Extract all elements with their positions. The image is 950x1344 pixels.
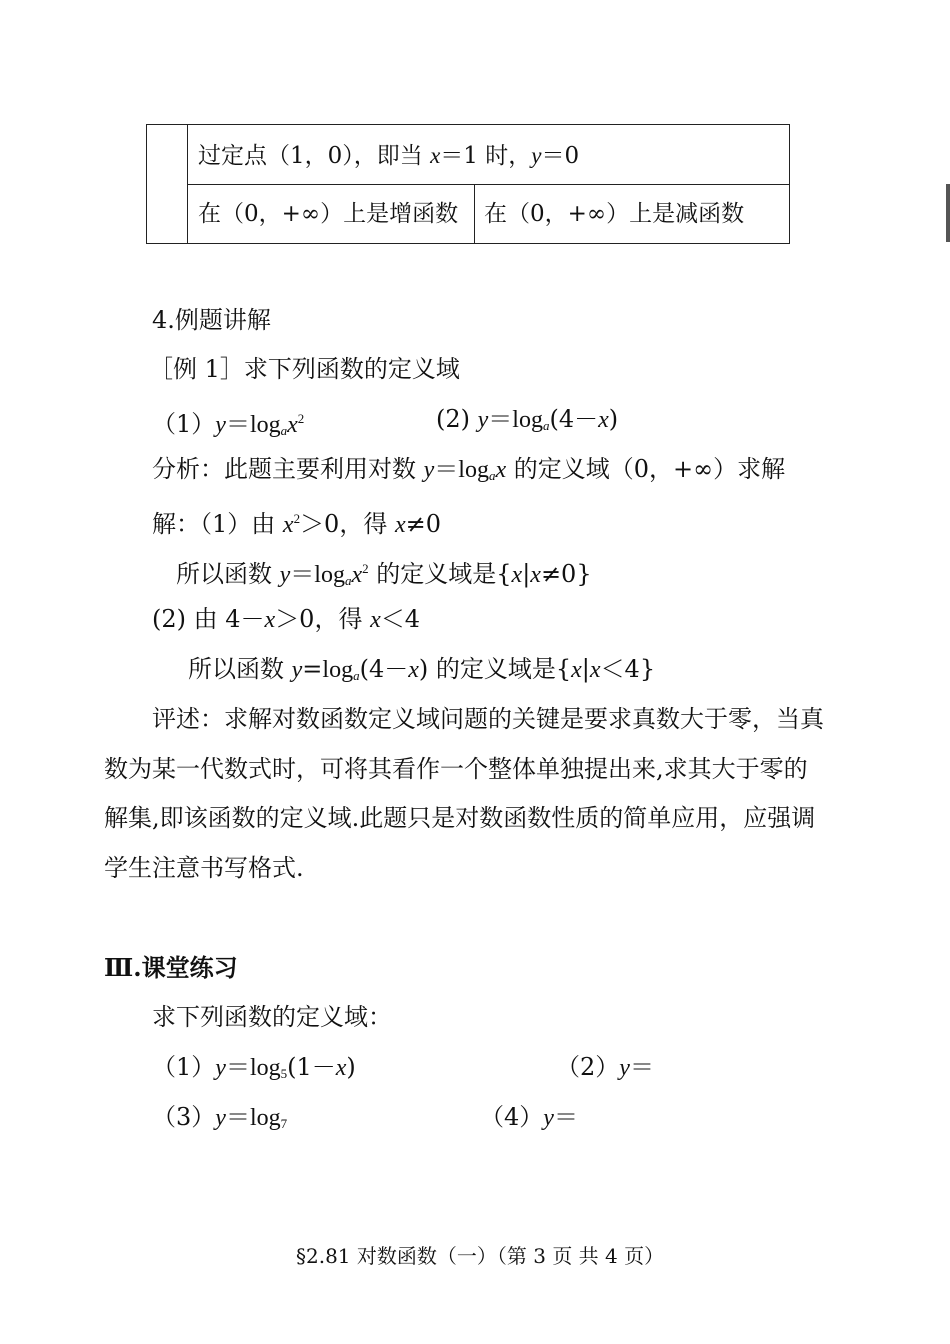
- section-title: 4.例题讲解: [152, 306, 271, 334]
- comment-line-4: 学生注意书写格式.: [104, 854, 304, 882]
- solution-2-result: 所以函数 $y=\log_a(4-x)$ 的定义域是{x|x＜4}: [188, 655, 656, 683]
- page-edge-mark: [946, 184, 950, 242]
- practice-item-2: （2）y＝: [556, 1053, 654, 1081]
- comment-line-1: 评述：求解对数函数定义域问题的关键是要求真数大于零，当真: [152, 705, 824, 733]
- table-cell-increasing: 在（0，+∞）上是增函数: [198, 201, 459, 227]
- example-problem-1: $(1)y=\log_ax^2$: [152, 410, 305, 438]
- table-divider-row: [187, 184, 790, 185]
- practice-heading: Ⅲ.课堂练习: [104, 953, 238, 982]
- practice-item-1: $(1)y=\log_5(1-x)$: [152, 1053, 356, 1081]
- comment-line-3: 解集,即该函数的定义域.此题只是对数函数性质的简单应用，应强调: [104, 804, 816, 832]
- example-problem-2: (2) $y=\log_a(4-x)$: [436, 405, 619, 433]
- solution-2: (2) 由 4－x＞0，得 x＜4: [152, 605, 421, 633]
- table-divider-mid: [474, 184, 475, 244]
- practice-item-4: （4）y＝: [480, 1103, 578, 1131]
- table-row-fixed-point: 过定点（1，0），即当 x＝1 时，y＝0: [198, 143, 580, 169]
- table-cell-decreasing: 在（0，+∞）上是减函数: [484, 201, 745, 227]
- solution-1-result: 所以函数 $y=\log_ax^2$ 的定义域是{x|x≠0}: [176, 560, 592, 588]
- example-title: ［例 1］求下列函数的定义域: [149, 355, 460, 383]
- page-footer: §2.81 对数函数（一）（第 3 页 共 4 页）: [296, 1244, 665, 1268]
- comment-line-2: 数为某一代数式时，可将其看作一个整体单独提出来,求其大于零的: [104, 755, 808, 783]
- analysis-text: 分析：此题主要利用对数 $y=\log_ax$ 的定义域（0，+∞）求解: [152, 455, 786, 483]
- practice-intro: 求下列函数的定义域：: [152, 1003, 392, 1031]
- practice-item-3: $(3)y=\log_7$: [152, 1103, 288, 1131]
- solution-1: 解：（1）由 $x^2>0$，得 x≠0: [152, 510, 442, 538]
